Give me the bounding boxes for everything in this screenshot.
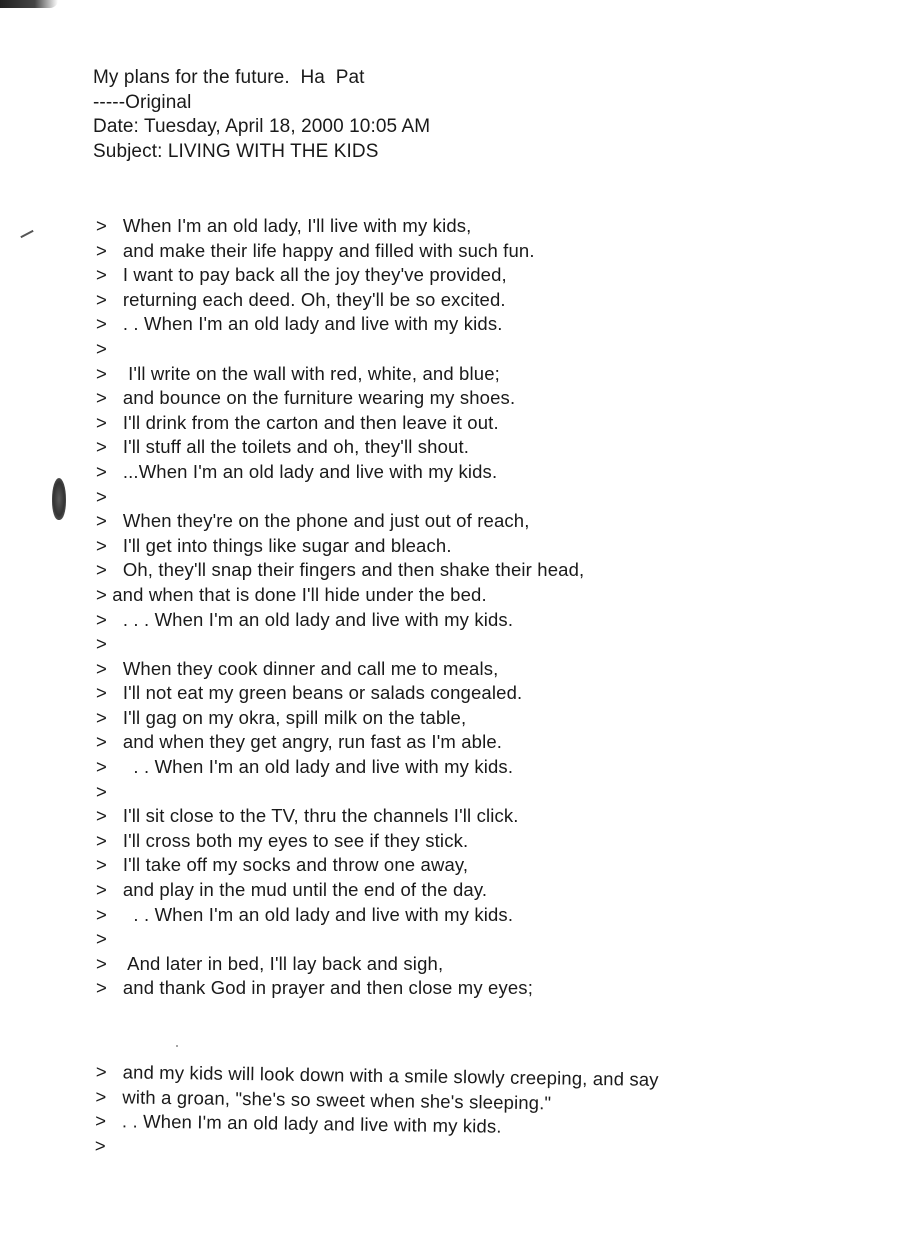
poem-body — [96, 214, 584, 1001]
email-header — [93, 66, 430, 164]
poem-line: > When they're on the phone and just out of reach, — [96, 510, 530, 532]
scan-dot — [176, 1045, 178, 1047]
header-original: -----Original — [93, 91, 192, 113]
poem-line: > — [96, 337, 107, 359]
poem-ending — [95, 1060, 659, 1166]
poem-line: > . . When I'm an old lady and live with my kids. — [96, 903, 514, 925]
poem-line: > I'll not eat my green beans or salads congealed. — [96, 682, 523, 704]
poem-line: > — [94, 1134, 106, 1156]
poem-line: > Oh, they'll snap their fingers and then shake their head, — [96, 559, 585, 581]
poem-line: > and make their life happy and filled with such fun. — [96, 239, 535, 261]
poem-line: > and bounce on the furniture wearing my shoes. — [96, 387, 516, 409]
poem-line: > I'll gag on my okra, spill milk on the table, — [96, 706, 467, 728]
poem-line: > returning each deed. Oh, they'll be so excited. — [96, 288, 506, 310]
poem-line: > . . When I'm an old lady and live with my kids. — [96, 313, 503, 335]
poem-line: > I'll write on the wall with red, white, and blue; — [96, 362, 500, 384]
poem-line: > I want to pay back all the joy they've provided, — [96, 264, 507, 286]
poem-line: > I'll stuff all the toilets and oh, they'll shout. — [96, 436, 470, 458]
poem-line: > When they cook dinner and call me to meals, — [96, 657, 499, 679]
poem-line: > and my kids will look down with a smile slowly creeping, and say — [95, 1060, 659, 1090]
poem-line: > . . When I'm an old lady and live with my kids. — [95, 1110, 502, 1137]
header-note: My plans for the future. Ha Pat — [93, 67, 365, 88]
scan-mark — [20, 230, 33, 238]
poem-line: > and when they get angry, run fast as I'm able. — [96, 731, 503, 753]
poem-line: > And later in bed, I'll lay back and sigh, — [96, 952, 444, 974]
poem-line: > — [96, 780, 107, 802]
poem-line: > When I'm an old lady, I'll live with my kids, — [96, 215, 472, 236]
poem-line: > . . When I'm an old lady and live with my kids. — [96, 756, 514, 778]
poem-line: > and play in the mud until the end of the day. — [96, 879, 488, 901]
poem-line: > I'll get into things like sugar and bleach. — [96, 534, 452, 556]
poem-line: > I'll take off my socks and throw one away, — [96, 854, 469, 876]
poem-line: > and when that is done I'll hide under the bed. — [96, 583, 487, 605]
poem-line: > with a groan, "she's so sweet when she's sleeping." — [95, 1085, 552, 1113]
poem-line: > and thank God in prayer and then close my eyes; — [96, 977, 533, 999]
poem-line: > ...When I'm an old lady and live with my kids. — [96, 460, 498, 482]
scan-smudge — [0, 0, 58, 8]
poem-line: > — [96, 928, 107, 950]
header-date: Date: Tuesday, April 18, 2000 10:05 AM — [93, 116, 431, 137]
poem-line: > — [96, 485, 107, 507]
poem-line: > . . . When I'm an old lady and live with my kids. — [96, 608, 514, 630]
scan-ink-blot — [52, 478, 66, 520]
poem-line: > I'll cross both my eyes to see if they stick. — [96, 829, 469, 851]
poem-line: > I'll drink from the carton and then leave it out. — [96, 411, 499, 433]
header-subject: Subject: LIVING WITH THE KIDS — [93, 140, 379, 162]
poem-line: > I'll sit close to the TV, thru the channels I'll click. — [96, 805, 519, 827]
poem-line: > — [96, 633, 107, 655]
